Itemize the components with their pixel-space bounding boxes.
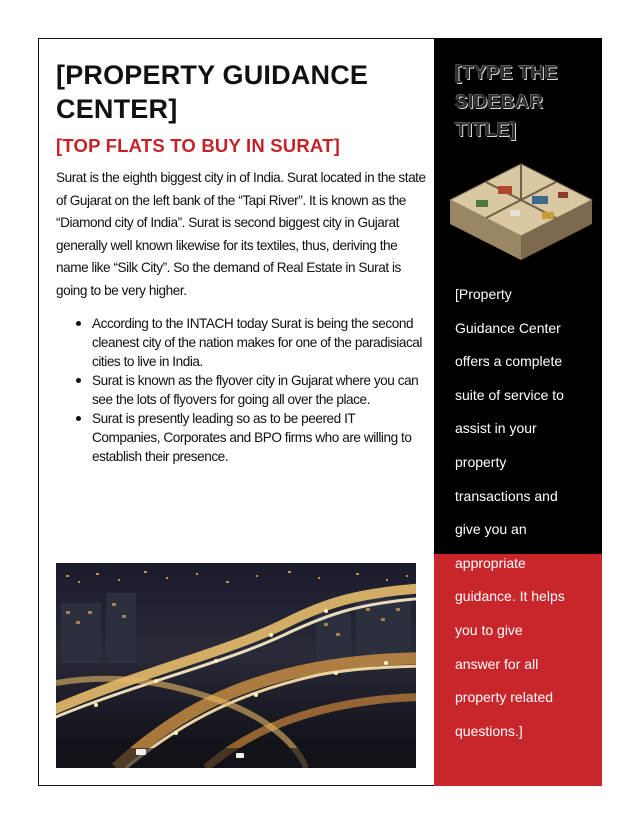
sidebar-line: property related [455, 689, 554, 706]
sidebar-line: you to give [455, 621, 523, 638]
sidebar-body [455, 278, 595, 748]
bullet-dot-icon [76, 321, 81, 326]
bullet-text: Surat is known as the flyover city in Gujarat where you can see the lots of flyovers for going all over the place. [92, 373, 419, 407]
sidebar-line: appropriate [455, 554, 526, 571]
bullet-item [74, 409, 426, 466]
bullet-list [56, 314, 426, 466]
bullet-dot-icon [76, 416, 81, 421]
document-subtitle: [TOP FLATS TO BUY IN SURAT] [56, 135, 340, 156]
bullet-text: According to the INTACH today Surat is being the second cleanest city of the nation makes for one of the paradisiacal cities to live in India. [92, 316, 422, 369]
sidebar-line: [Property [455, 286, 512, 302]
bullet-item [74, 371, 426, 409]
floor-plan-image [446, 160, 596, 268]
sidebar-line: assist in your [455, 420, 537, 437]
sidebar-line: guidance. It helps [455, 588, 565, 605]
bullet-text: Surat is presently leading so as to be peered IT Companies, Corporates and BPO firms who are willing to establish their presence. [92, 411, 412, 464]
sidebar-line: offers a complete [455, 353, 563, 370]
sidebar-line: answer for all [455, 655, 539, 672]
sidebar-line: questions.] [455, 722, 523, 739]
sidebar-line: give you an [455, 521, 527, 538]
bullet-item [74, 314, 426, 371]
sidebar-title: [TYPE THE SIDEBAR TITLE] [455, 63, 558, 141]
sidebar-line: transactions and [455, 487, 558, 504]
sidebar-line: Guidance Center [455, 319, 561, 336]
intro-paragraph: Surat is the eighth biggest city in of India. Surat located in the state of Gujarat on the left bank of the “Tapi River”. It is known as the “Diamond city of India”. Surat is second biggest city in Gujarat generally well known likewise for its textiles, thus, deriving the name like “Silk City”. So the demand of Real Estate in Surat is going to be very higher. [56, 170, 426, 298]
sidebar-line: property [455, 453, 507, 470]
sidebar-line: suite of service to [455, 386, 564, 403]
main-column [56, 58, 426, 466]
document-title: [PROPERTY GUIDANCE CENTER] [56, 60, 369, 124]
city-flyover-photo [56, 563, 416, 768]
bullet-dot-icon [76, 378, 81, 383]
